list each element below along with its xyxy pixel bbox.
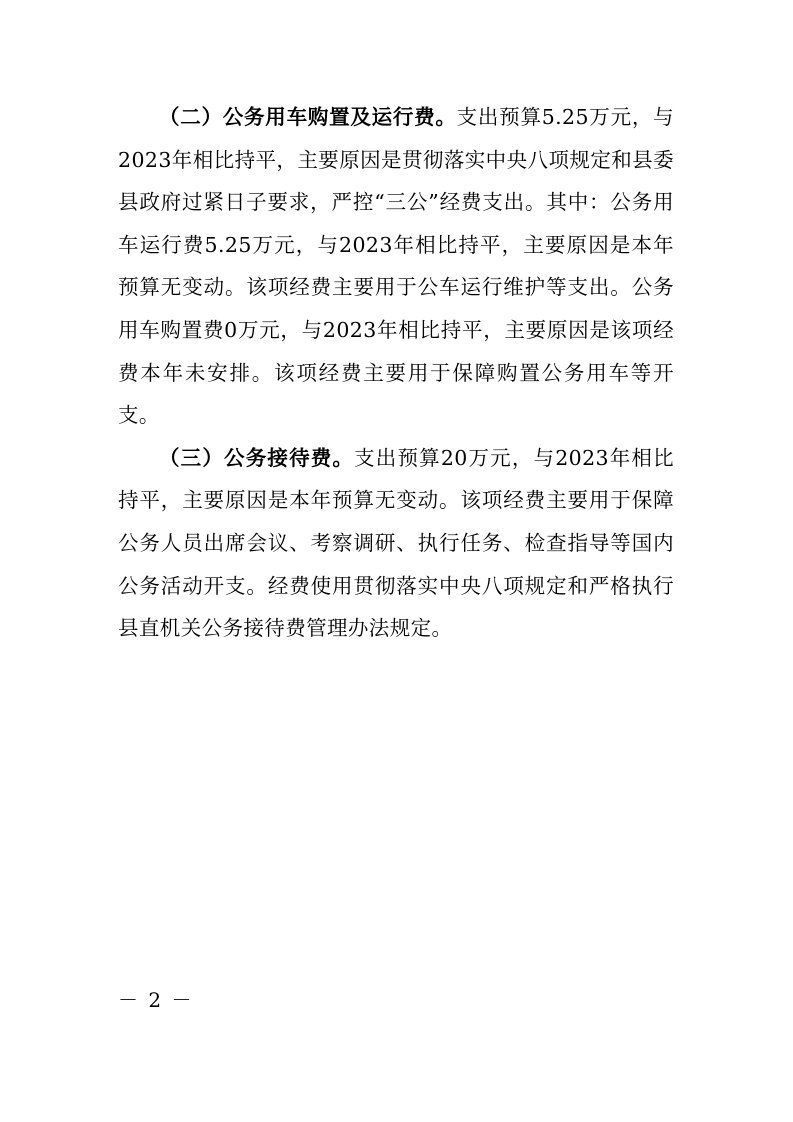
section-heading-reception-costs: （三）公务接待费。 xyxy=(159,445,355,470)
section-text-reception-costs: 支出预算20万元，与2023年相比持平，主要原因是本年预算无变动。该项经费主要用于保障公务人员出席会议、考察调研、执行任务、检查指导等国内公务活动开支。经费使用贯彻落实中央八项规定和严格执行县直机关公务接待费管理办法规定。 xyxy=(118,445,674,641)
section-heading-vehicle-costs: （二）公务用车购置及运行费。 xyxy=(159,105,457,129)
section-text-vehicle-costs: 支出预算5.25万元，与2023年相比持平，主要原因是贯彻落实中央八项规定和县委县政府过紧日子要求，严控“三公”经费支出。其中：公务用车运行费5.25万元，与2023年相比持平，主要原因是本年预算无变动。该项经费主要用于公车运行维护等支出。公务用车购置费0万元，与2023年相比持平，主要原因是该项经费本年未安排。该项经费主要用于保障购置公务用车等开支。 xyxy=(118,105,674,428)
page-number: － 2 － xyxy=(118,988,194,1012)
paragraph-vehicle-costs xyxy=(118,96,674,437)
paragraph-reception-costs xyxy=(118,437,674,650)
document-body xyxy=(118,96,674,650)
